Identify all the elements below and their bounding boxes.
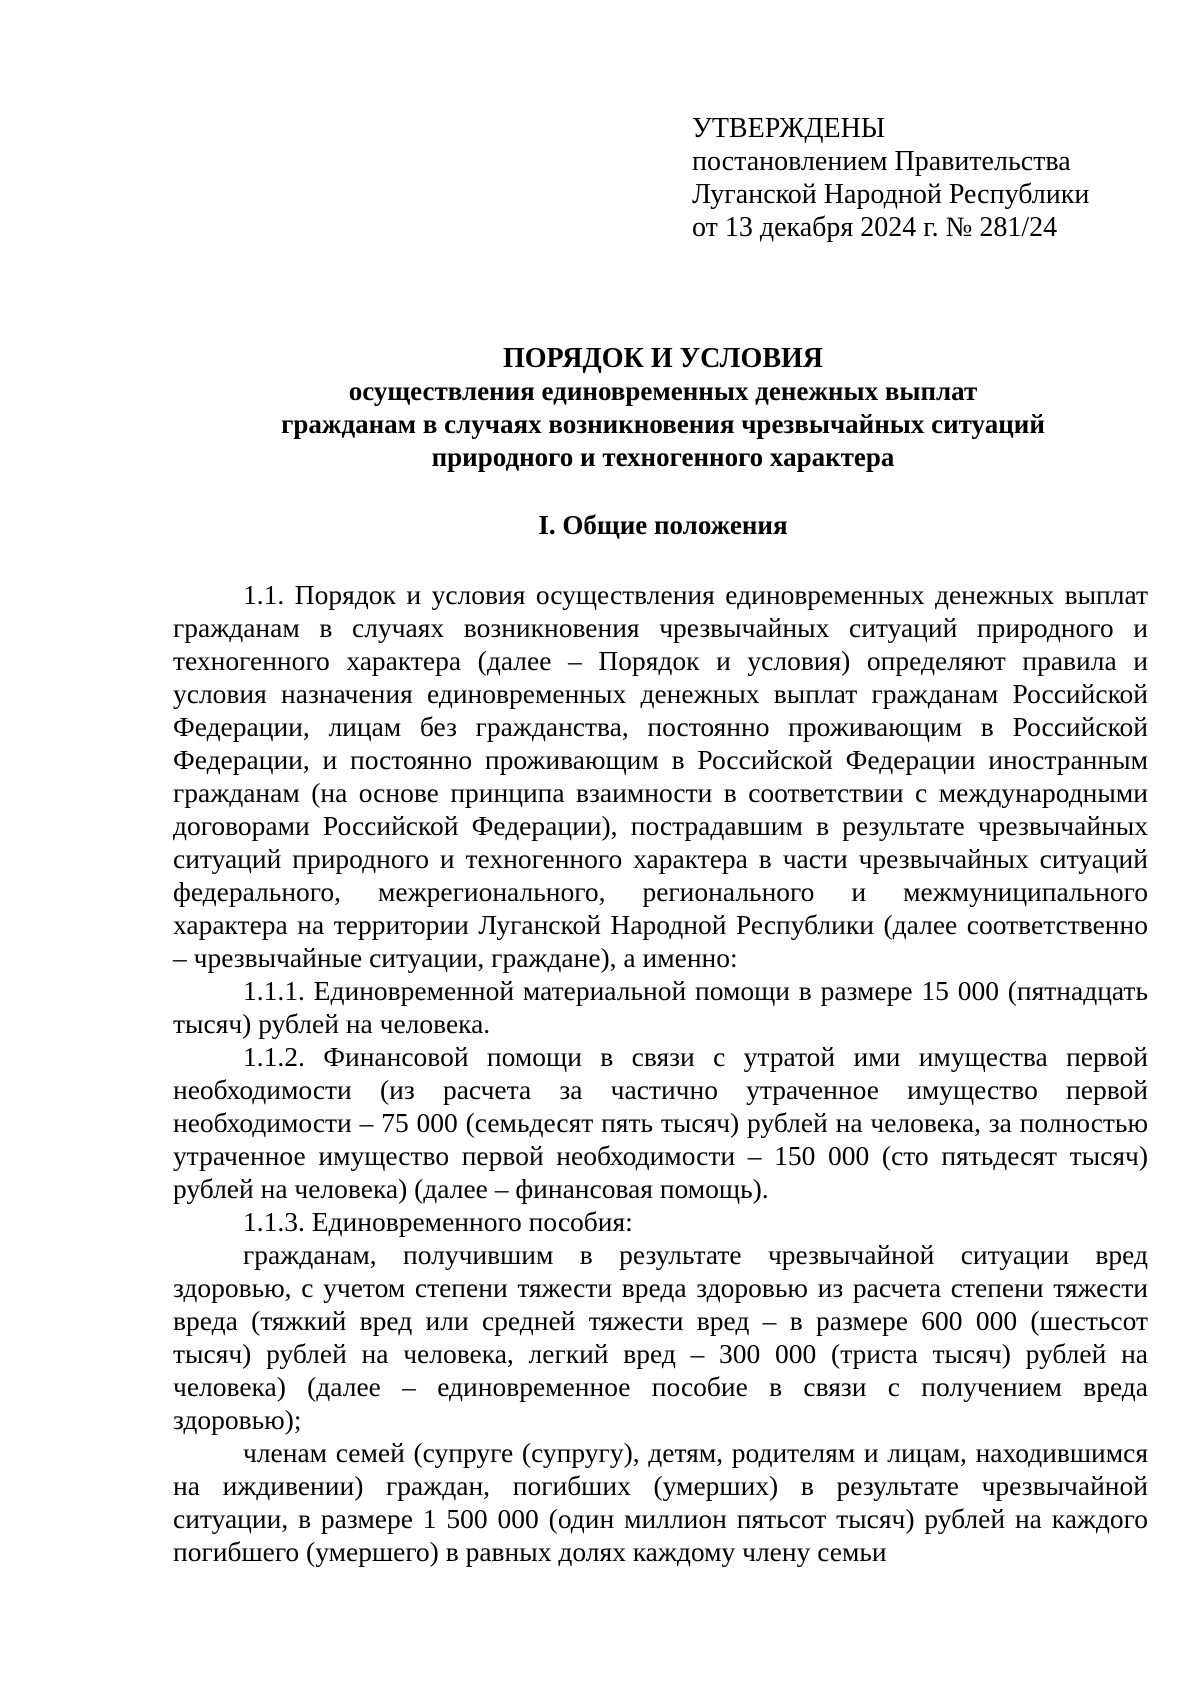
- paragraph-family-members: членам семей (супруге (супругу), детям, родителям и лицам, находившимся на иждивении) граждан, погибших (умерших) в результате чрезвычайной ситуации, в размере 1 500 000 (один миллион пятьсот тысяч) рублей на каждого погибшего (умершего) в равных долях каждому члену семьи: [173, 1437, 1148, 1567]
- approval-line-resolution: постановлением Правительства: [692, 146, 1071, 177]
- paragraph-1-1-1: 1.1.1. Единовременной материальной помощи в размере 15 000 (пятнадцать тысяч) рублей на человека.: [173, 975, 1148, 1039]
- approval-heading: УТВЕРЖДЕНЫ: [692, 113, 886, 144]
- document-title-line: осуществления единовременных денежных выплат: [348, 376, 978, 406]
- approval-stamp-block: [692, 112, 1089, 244]
- document-title: [0, 342, 1200, 474]
- paragraph-health-damage: гражданам, получившим в результате чрезвычайной ситуации вред здоровью, с учетом степени тяжести вреда здоровью из расчета степени тяжести вреда (тяжкий вред или средней тяжести вред – в размере 600 000 (шестьсот тысяч) рублей на человека, легкий вред – 300 000 (триста тысяч) рублей на человека) (далее – единовременное пособие в связи с получением вреда здоровью);: [173, 1239, 1148, 1435]
- document-title-line: гражданам в случаях возникновения чрезвычайных ситуаций: [281, 409, 1045, 439]
- section-heading: I. Общие положения: [538, 510, 788, 540]
- paragraph-1-1-3: 1.1.3. Единовременного пособия:: [243, 1206, 633, 1237]
- approval-line-authority: Луганской Народной Республики: [692, 179, 1090, 210]
- document-title-main: ПОРЯДОК И УСЛОВИЯ: [502, 343, 823, 374]
- document-title-line: природного и техногенного характера: [431, 442, 895, 472]
- document-body: [173, 578, 1148, 1568]
- paragraph-1-1-2: 1.1.2. Финансовой помощи в связи с утратой ими имущества первой необходимости (из расчета за частично утраченное имущество первой необходимости – 75 000 (семьдесят пять тысяч) рублей на человека, за полностью утраченное имущество первой необходимости – 150 000 (сто пятьдесят тысяч) рублей на человека) (далее – финансовая помощь).: [173, 1041, 1148, 1204]
- paragraph-1-1: 1.1. Порядок и условия осуществления единовременных денежных выплат гражданам в случаях возникновения чрезвычайных ситуаций природного и техногенного характера (далее – Порядок и условия) определяют правила и условия назначения единовременных денежных выплат гражданам Российской Федерации, лицам без гражданства, постоянно проживающим в Российской Федерации, и постоянно проживающим в Российской Федерации иностранным гражданам (на основе принципа взаимности в соответствии с международными договорами Российской Федерации), пострадавшим в результате чрезвычайных ситуаций природного и техногенного характера в части чрезвычайных ситуаций федерального, межрегионального, регионального и межмуниципального характера на территории Луганской Народной Республики (далее соответственно – чрезвычайные ситуации, граждане), а именно:: [173, 579, 1148, 973]
- approval-line-date-number: от 13 декабря 2024 г. № 281/24: [692, 212, 1058, 243]
